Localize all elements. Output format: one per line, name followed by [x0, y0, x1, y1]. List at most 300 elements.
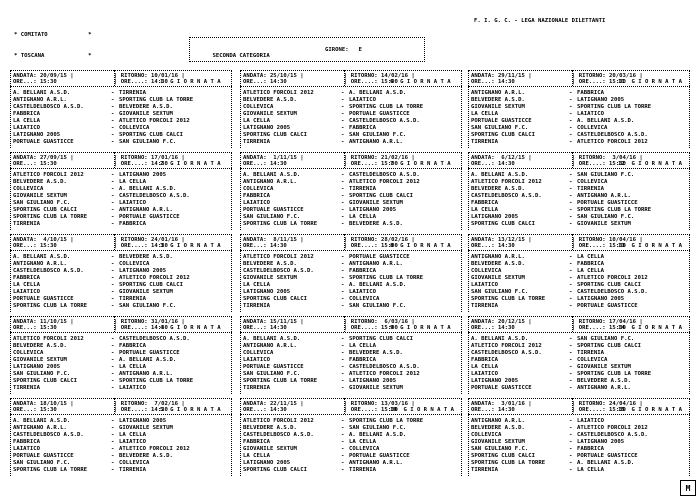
away-team: TIRRENIA: [119, 467, 146, 473]
ritorno-time: | ORE....: 15:30: [572, 407, 626, 413]
home-team: COLLEVICA: [243, 104, 274, 110]
home-team: GIOVANILE SEXTUM: [471, 104, 525, 110]
away-team: PORTUALE GUASTICCE: [349, 453, 410, 459]
away-team: SPORTING CLUB CALCI: [119, 282, 183, 288]
home-team: TIRRENIA: [471, 139, 498, 145]
away-team: FABBRICA: [119, 221, 146, 227]
andata-time: ORE...: 14:30: [471, 79, 515, 85]
frame-right: [231, 70, 232, 148]
versus-separator: -: [341, 221, 345, 227]
frame-left: [240, 70, 241, 148]
versus-separator: -: [341, 453, 345, 459]
versus-separator: -: [111, 207, 115, 213]
frame-right: [461, 398, 462, 476]
away-team: BELVEDERE A.S.D.: [119, 453, 173, 459]
versus-separator: -: [569, 275, 573, 281]
versus-separator: -: [111, 111, 115, 117]
giornata-block: [240, 398, 462, 476]
versus-separator: -: [341, 425, 345, 431]
frame-left: [10, 316, 11, 394]
ritorno-time: | ORE....: 14:30: [114, 407, 168, 413]
versus-separator: -: [341, 303, 345, 309]
versus-separator: -: [111, 289, 115, 295]
versus-separator: -: [569, 446, 573, 452]
versus-separator: -: [111, 364, 115, 370]
home-team: SPORTING CLUB LA TORRE: [243, 378, 318, 384]
versus-separator: -: [111, 350, 115, 356]
home-team: A. BELLANI A.S.D.: [13, 254, 71, 260]
away-team: FABBRICA: [119, 343, 146, 349]
home-team: CASTELDELBOSCO A.S.D.: [471, 350, 542, 356]
away-team: GIOVANILE SEXTUM: [577, 221, 631, 227]
home-team: A. BELLANI A.S.D.: [471, 172, 529, 178]
committee-line-1: * COMITATO *: [14, 32, 92, 38]
home-team: GIOVANILE SEXTUM: [13, 193, 67, 199]
away-team: ATLETICO FORCOLI 2012: [349, 179, 420, 185]
versus-separator: -: [569, 418, 573, 424]
away-team: SAN GIULIANO F.C.: [577, 172, 635, 178]
away-team: LA CELLA: [577, 254, 604, 260]
away-team: FABBRICA: [349, 125, 376, 131]
home-team: ATLETICO FORCOLI 2012: [13, 172, 84, 178]
versus-separator: -: [341, 432, 345, 438]
home-team: COLLEVICA: [471, 268, 502, 274]
away-team: GIOVANILE SEXTUM: [349, 200, 403, 206]
versus-separator: -: [569, 336, 573, 342]
frame-mid: [10, 168, 232, 169]
giornata-number: 13 G I O R N A T A: [618, 243, 682, 249]
ritorno-time: | ORE....: 15:00: [344, 161, 398, 167]
versus-separator: -: [569, 132, 573, 138]
home-team: FABBRICA: [243, 193, 270, 199]
away-team: A. BELLANI A.S.D.: [577, 118, 635, 124]
versus-separator: -: [569, 125, 573, 131]
frame-mid: [10, 86, 232, 87]
versus-separator: -: [341, 371, 345, 377]
away-team: LATIGNANO 2005: [349, 207, 397, 213]
versus-separator: -: [569, 261, 573, 267]
versus-separator: -: [569, 289, 573, 295]
away-team: SPORTING CLUB CALCI: [349, 336, 413, 342]
ritorno-time: | ORE....: 15:30: [572, 161, 626, 167]
andata-time: ORE...: 15:30: [13, 79, 57, 85]
away-team: SPORTING CLUB CALCI: [577, 343, 641, 349]
away-team: SPORTING CLUB LA TORRE: [119, 378, 194, 384]
home-team: SAN GIULIANO F.C.: [13, 200, 71, 206]
home-team: PORTUALE GUASTICCE: [243, 207, 304, 213]
versus-separator: -: [569, 439, 573, 445]
versus-separator: -: [111, 254, 115, 260]
away-team: COLLEVICA: [577, 179, 608, 185]
home-team: SAN GIULIANO F.C.: [471, 289, 529, 295]
versus-separator: -: [111, 172, 115, 178]
versus-separator: -: [111, 221, 115, 227]
andata-date: ANDATA: 13/12/15 |: [471, 237, 532, 243]
away-team: SPORTING CLUB LA TORRE: [577, 104, 652, 110]
frame-left: [240, 398, 241, 476]
frame-top: [468, 398, 690, 399]
home-team: SAN GIULIANO F.C.: [471, 446, 529, 452]
giornata-number: 5 G I O R N A T A: [160, 407, 221, 413]
versus-separator: -: [341, 172, 345, 178]
versus-separator: -: [569, 90, 573, 96]
home-team: BELVEDERE A.S.D.: [471, 425, 525, 431]
frame-top: [240, 398, 462, 399]
home-team: TIRRENIA: [471, 303, 498, 309]
home-team: PORTUALE GUASTICCE: [471, 118, 532, 124]
away-team: TIRRENIA: [577, 186, 604, 192]
away-team: LATIGNANO 2005: [119, 268, 167, 274]
home-team: LAIATICO: [13, 125, 40, 131]
frame-mid: [10, 250, 232, 251]
giornata-number: 14 G I O R N A T A: [618, 325, 682, 331]
versus-separator: -: [111, 275, 115, 281]
away-team: SAN GIULIANO F.C.: [577, 336, 635, 342]
away-team: CASTELDELBOSCO A.S.D.: [577, 432, 648, 438]
home-team: GIOVANILE SEXTUM: [243, 446, 297, 452]
away-team: SPORTING CLUB CALCI: [577, 282, 641, 288]
frame-top: [468, 234, 690, 235]
frame-mid: [240, 86, 462, 87]
home-team: FABBRICA: [13, 275, 40, 281]
versus-separator: -: [111, 425, 115, 431]
frame-top: [468, 316, 690, 317]
andata-time: ORE...: 14:30: [243, 407, 287, 413]
away-team: SPORTING CLUB LA TORRE: [349, 104, 424, 110]
versus-separator: -: [569, 371, 573, 377]
home-team: SPORTING CLUB CALCI: [471, 221, 535, 227]
versus-separator: -: [341, 282, 345, 288]
away-team: SPORTING CLUB LA TORRE: [349, 275, 424, 281]
versus-separator: -: [341, 467, 345, 473]
home-team: ANTIGNANO A.R.L.: [243, 343, 297, 349]
home-team: ANTIGNANO A.R.L.: [471, 418, 525, 424]
versus-separator: -: [111, 125, 115, 131]
committee-line-2: * TOSCANA *: [14, 53, 92, 59]
versus-separator: -: [569, 104, 573, 110]
home-team: TIRRENIA: [243, 139, 270, 145]
home-team: SPORTING CLUB CALCI: [13, 378, 77, 384]
versus-separator: -: [569, 172, 573, 178]
away-team: LA CELLA: [119, 432, 146, 438]
versus-separator: -: [111, 139, 115, 145]
versus-separator: -: [569, 453, 573, 459]
home-team: LA CELLA: [243, 453, 270, 459]
home-team: A. BELLANI A.S.D.: [471, 336, 529, 342]
home-team: SAN GIULIANO F.C.: [243, 214, 301, 220]
home-team: FABBRICA: [243, 439, 270, 445]
away-team: CASTELDELBOSCO A.S.D.: [119, 336, 190, 342]
giornata-block: [468, 316, 690, 394]
versus-separator: -: [569, 364, 573, 370]
versus-separator: -: [569, 254, 573, 260]
home-team: LAIATICO: [13, 446, 40, 452]
andata-date: ANDATA: 25/10/15 |: [243, 73, 304, 79]
versus-separator: -: [341, 214, 345, 220]
home-team: A. BELLANI A.S.D.: [243, 172, 301, 178]
versus-separator: -: [341, 254, 345, 260]
versus-separator: -: [569, 214, 573, 220]
versus-separator: -: [569, 467, 573, 473]
away-team: FABBRICA: [577, 446, 604, 452]
versus-separator: -: [569, 97, 573, 103]
frame-mid: [468, 332, 690, 333]
andata-date: ANDATA: 4/10/15 |: [13, 237, 74, 243]
away-team: PORTUALE GUASTICCE: [577, 453, 638, 459]
away-team: A. BELLANI A.S.D.: [119, 357, 177, 363]
ritorno-time: | ORE....: 14:30: [114, 325, 168, 331]
frame-right: [689, 398, 690, 476]
andata-time: ORE...: 14:30: [243, 161, 287, 167]
versus-separator: -: [569, 350, 573, 356]
andata-date: ANDATA: 6/12/15 |: [471, 155, 532, 161]
away-team: CASTELDELBOSCO A.S.D.: [577, 289, 648, 295]
versus-separator: -: [111, 432, 115, 438]
ritorno-date: | RITORNO: 10/01/16 |: [114, 73, 185, 79]
away-team: SPORTING CLUB LA TORRE: [577, 207, 652, 213]
giornata-number: 4 G I O R N A T A: [160, 325, 221, 331]
home-team: CASTELDELBOSCO A.S.D.: [471, 193, 542, 199]
versus-separator: -: [341, 439, 345, 445]
home-team: COLLEVICA: [13, 186, 44, 192]
away-team: CASTELDELBOSCO A.S.D.: [349, 364, 420, 370]
giornata-number: 2 G I O R N A T A: [160, 161, 221, 167]
frame-right: [231, 234, 232, 312]
home-team: GIOVANILE SEXTUM: [471, 439, 525, 445]
away-team: CASTELDELBOSCO A.S.D.: [349, 172, 420, 178]
andata-date: ANDATA: 18/10/15 |: [13, 401, 74, 407]
home-team: SPORTING CLUB CALCI: [471, 132, 535, 138]
versus-separator: -: [569, 460, 573, 466]
versus-separator: -: [341, 118, 345, 124]
ritorno-date: | RITORNO: 28/02/16 |: [344, 237, 415, 243]
away-team: LAIATICO: [577, 418, 604, 424]
away-team: PORTUALE GUASTICCE: [349, 254, 410, 260]
versus-separator: -: [569, 179, 573, 185]
away-team: LAIATICO: [119, 385, 146, 391]
logo-icon: M: [680, 480, 696, 496]
category-line: [199, 47, 363, 71]
versus-separator: -: [341, 460, 345, 466]
away-team: TIRRENIA: [119, 296, 146, 302]
ritorno-date: | RITORNO: 21/02/16 |: [344, 155, 415, 161]
giornata-number: 15 G I O R N A T A: [618, 407, 682, 413]
frame-left: [468, 70, 469, 148]
home-team: SPORTING CLUB CALCI: [243, 296, 307, 302]
versus-separator: -: [569, 111, 573, 117]
giornata-number: 9 G I O R N A T A: [390, 325, 451, 331]
andata-time: ORE...: 14:30: [471, 407, 515, 413]
away-team: ATLETICO FORCOLI 2012: [119, 118, 190, 124]
ritorno-date: | RITORNO: 17/01/16 |: [114, 155, 185, 161]
away-team: A. BELLANI A.S.D.: [349, 90, 407, 96]
frame-right: [461, 152, 462, 230]
home-team: LA CELLA: [471, 364, 498, 370]
frame-mid: [240, 168, 462, 169]
frame-right: [231, 398, 232, 476]
versus-separator: -: [569, 186, 573, 192]
away-team: FABBRICA: [577, 261, 604, 267]
andata-date: ANDATA: 1/11/15 |: [243, 155, 304, 161]
versus-separator: -: [341, 179, 345, 185]
frame-left: [240, 234, 241, 312]
ritorno-time: | ORE....: 15:00: [344, 407, 398, 413]
frame-left: [468, 398, 469, 476]
away-team: ANTIGNANO A.R.L.: [349, 139, 403, 145]
home-team: SPORTING CLUB CALCI: [471, 453, 535, 459]
giornata-block: [240, 316, 462, 394]
away-team: ATLETICO FORCOLI 2012: [577, 275, 648, 281]
away-team: LA CELLA: [119, 179, 146, 185]
away-team: SAN GIULIANO F.C.: [577, 214, 635, 220]
andata-date: ANDATA: 8/11/15 |: [243, 237, 304, 243]
home-team: LATIGNANO 2005: [243, 125, 291, 131]
frame-top: [468, 152, 690, 153]
home-team: SPORTING CLUB LA TORRE: [243, 221, 318, 227]
versus-separator: -: [569, 207, 573, 213]
versus-separator: -: [111, 90, 115, 96]
versus-separator: -: [341, 125, 345, 131]
ritorno-date: | RITORNO: 14/02/16 |: [344, 73, 415, 79]
home-team: LAIATICO: [243, 357, 270, 363]
away-team: LATIGNANO 2005: [577, 439, 625, 445]
versus-separator: -: [111, 446, 115, 452]
frame-top: [240, 70, 462, 71]
home-team: FABBRICA: [471, 200, 498, 206]
andata-time: ORE...: 14:30: [471, 325, 515, 331]
andata-time: ORE...: 15:30: [13, 407, 57, 413]
versus-separator: -: [341, 446, 345, 452]
away-team: PORTUALE GUASTICCE: [577, 303, 638, 309]
away-team: A. BELLANI A.S.D.: [577, 460, 635, 466]
versus-separator: -: [569, 385, 573, 391]
versus-separator: -: [111, 343, 115, 349]
home-team: COLLEVICA: [243, 186, 274, 192]
league-header: F. I. G. C. - LEGA NAZIONALE DILETTANTI: [474, 18, 606, 24]
away-team: BELVEDERE A.S.D.: [349, 221, 403, 227]
away-team: COLLEVICA: [119, 261, 150, 267]
andata-date: ANDATA: 22/11/15 |: [243, 401, 304, 407]
away-team: FABBRICA: [577, 90, 604, 96]
home-team: ANTIGNANO A.R.L.: [243, 179, 297, 185]
home-team: SPORTING CLUB CALCI: [13, 207, 77, 213]
andata-date: ANDATA: 20/09/15 |: [13, 73, 74, 79]
versus-separator: -: [341, 350, 345, 356]
versus-separator: -: [569, 221, 573, 227]
away-team: ATLETICO FORCOLI 2012: [119, 275, 190, 281]
frame-top: [10, 316, 232, 317]
away-team: LAIATICO: [349, 97, 376, 103]
versus-separator: -: [111, 453, 115, 459]
away-team: LATIGNANO 2005: [349, 378, 397, 384]
frame-left: [468, 152, 469, 230]
versus-separator: -: [569, 268, 573, 274]
frame-top: [10, 70, 232, 71]
home-team: BELVEDERE A.S.D.: [471, 97, 525, 103]
andata-time: ORE...: 14:30: [471, 161, 515, 167]
frame-left: [10, 234, 11, 312]
versus-separator: -: [341, 268, 345, 274]
home-team: COLLEVICA: [243, 350, 274, 356]
versus-separator: -: [341, 289, 345, 295]
andata-time: ORE...: 14:30: [243, 243, 287, 249]
away-team: LAIATICO: [119, 200, 146, 206]
versus-separator: -: [111, 439, 115, 445]
versus-separator: -: [341, 357, 345, 363]
andata-time: ORE...: 14:30: [243, 325, 287, 331]
home-team: LAIATICO: [243, 200, 270, 206]
home-team: BELVEDERE A.S.D.: [13, 343, 67, 349]
home-team: PORTUALE GUASTICCE: [13, 139, 74, 145]
away-team: ATLETICO FORCOLI 2012: [577, 425, 648, 431]
ritorno-time: | ORE....: 15:00: [344, 243, 398, 249]
away-team: LA CELLA: [349, 343, 376, 349]
frame-right: [689, 234, 690, 312]
away-team: SAN GIULIANO F.C.: [349, 425, 407, 431]
home-team: BELVEDERE A.S.D.: [471, 186, 525, 192]
home-team: ANTIGNANO A.R.L.: [13, 261, 67, 267]
versus-separator: -: [341, 139, 345, 145]
home-team: ANTIGNANO A.R.L.: [471, 90, 525, 96]
frame-left: [240, 152, 241, 230]
andata-date: ANDATA: 3/01/16 |: [471, 401, 532, 407]
versus-separator: -: [341, 261, 345, 267]
away-team: SPORTING CLUB LA TORRE: [349, 418, 424, 424]
home-team: GIOVANILE SEXTUM: [13, 357, 67, 363]
versus-separator: -: [341, 296, 345, 302]
versus-separator: -: [341, 193, 345, 199]
ritorno-time: | ORE....: 15:30: [572, 325, 626, 331]
frame-mid: [468, 414, 690, 415]
home-team: SAN GIULIANO F.C.: [13, 460, 71, 466]
versus-separator: -: [569, 282, 573, 288]
away-team: ANTIGNANO A.R.L.: [577, 385, 631, 391]
versus-separator: -: [341, 385, 345, 391]
frame-top: [10, 152, 232, 153]
andata-time: ORE...: 15:30: [13, 161, 57, 167]
versus-separator: -: [341, 186, 345, 192]
home-team: CASTELDELBOSCO A.S.D.: [13, 104, 84, 110]
giornata-number: 11 G I O R N A T A: [618, 79, 682, 85]
versus-separator: -: [569, 296, 573, 302]
home-team: ANTIGNANO A.R.L.: [13, 425, 67, 431]
home-team: FABBRICA: [471, 357, 498, 363]
home-team: TIRRENIA: [243, 303, 270, 309]
versus-separator: -: [111, 214, 115, 220]
home-team: A. BELLANI A.S.D.: [13, 418, 71, 424]
away-team: COLLEVICA: [577, 357, 608, 363]
home-team: BELVEDERE A.S.D.: [243, 261, 297, 267]
home-team: SAN GIULIANO F.C.: [13, 371, 71, 377]
ritorno-date: | RITORNO: 7/02/16 |: [114, 401, 185, 407]
ritorno-date: | RITORNO: 6/03/16 |: [344, 319, 415, 325]
versus-separator: -: [341, 90, 345, 96]
home-team: ATLETICO FORCOLI 2012: [243, 90, 314, 96]
away-team: ATLETICO FORCOLI 2012: [119, 446, 190, 452]
away-team: TIRRENIA: [119, 90, 146, 96]
home-team: LA CELLA: [13, 118, 40, 124]
versus-separator: -: [569, 432, 573, 438]
ritorno-time: | ORE....: 15:00: [344, 325, 398, 331]
versus-separator: -: [569, 378, 573, 384]
ritorno-time: | ORE....: 15:00: [572, 79, 626, 85]
away-team: LA CELLA: [577, 268, 604, 274]
giornata-block: [468, 152, 690, 230]
home-team: LA CELLA: [471, 207, 498, 213]
frame-mid: [10, 414, 232, 415]
category-box: [189, 37, 425, 62]
away-team: COLLEVICA: [349, 446, 380, 452]
